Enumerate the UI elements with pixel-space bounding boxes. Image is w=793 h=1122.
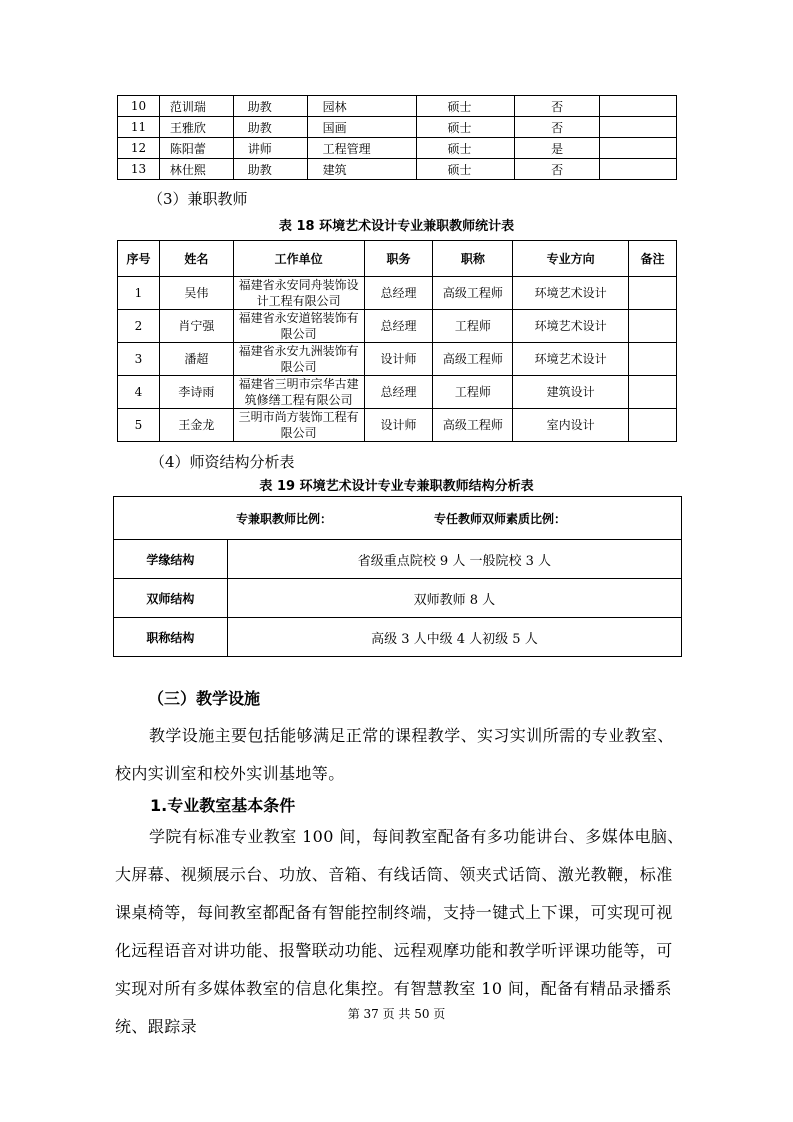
table-row	[118, 343, 677, 376]
column-header: 备注	[629, 241, 677, 277]
table19-caption: 表 19 环境艺术设计专业专兼职教师结构分析表	[259, 479, 534, 494]
table-cell	[629, 376, 677, 409]
table-cell: 环境艺术设计	[513, 310, 629, 343]
page-number: 第 37 页 共 50 页	[347, 1007, 446, 1021]
table-row	[114, 618, 682, 657]
table-cell: 是	[515, 138, 600, 159]
heading-classroom-conditions: 1.专业教室基本条件	[150, 796, 296, 815]
table-cell: 肖宁强	[159, 310, 233, 343]
table-cell: 高级工程师	[433, 343, 513, 376]
table-cell: 否	[515, 117, 600, 138]
table-cell: 12	[118, 138, 160, 159]
table-row	[118, 409, 677, 442]
table-cell: 园林	[307, 96, 417, 117]
section-part-time-teachers: （3）兼职教师	[148, 190, 248, 208]
table-cell: 13	[118, 159, 160, 180]
ratio-dual-qualified-label: 专任教师双师素质比例：	[434, 511, 567, 526]
table-cell: 吴伟	[159, 277, 233, 310]
table-cell	[600, 159, 677, 180]
row-label: 双师结构	[114, 579, 228, 618]
table-cell: 否	[515, 96, 600, 117]
table-cell: 室内设计	[513, 409, 629, 442]
table-cell: 王雅欣	[159, 117, 233, 138]
row-label: 职称结构	[114, 618, 228, 657]
part-time-teachers-table	[117, 240, 677, 442]
table-cell: 潘超	[159, 343, 233, 376]
table-row	[118, 159, 677, 180]
table-cell: 助教	[233, 159, 307, 180]
table-row	[118, 138, 677, 159]
column-header: 职称	[433, 241, 513, 277]
table-cell: 李诗雨	[159, 376, 233, 409]
table-cell: 环境艺术设计	[513, 343, 629, 376]
table-cell	[629, 277, 677, 310]
table-cell: 陈阳蕾	[159, 138, 233, 159]
table-row	[114, 540, 682, 579]
table-cell: 硕士	[417, 159, 515, 180]
table-cell: 王金龙	[159, 409, 233, 442]
section-faculty-structure: （4）师资结构分析表	[150, 453, 295, 471]
table-cell: 2	[118, 310, 160, 343]
structure-header-row	[114, 497, 682, 540]
table-cell: 工程管理	[307, 138, 417, 159]
table-cell: 否	[515, 159, 600, 180]
table-cell: 三明市尚方装饰工程有限公司	[233, 409, 364, 442]
faculty-structure-table	[113, 496, 682, 657]
heading-teaching-facilities: （三）教学设施	[148, 689, 261, 708]
table-cell: 环境艺术设计	[513, 277, 629, 310]
table-header-row	[118, 241, 677, 277]
table-cell	[600, 138, 677, 159]
table-row	[114, 579, 682, 618]
table-cell	[629, 409, 677, 442]
table-cell	[600, 117, 677, 138]
column-header: 姓名	[159, 241, 233, 277]
table-cell: 11	[118, 117, 160, 138]
table-cell: 助教	[233, 117, 307, 138]
table-row	[118, 376, 677, 409]
table-cell: 工程师	[433, 376, 513, 409]
table-cell: 高级工程师	[433, 277, 513, 310]
table-cell: 硕士	[417, 138, 515, 159]
table-cell: 总经理	[364, 310, 433, 343]
table-cell	[629, 343, 677, 376]
paragraph-facilities	[115, 717, 687, 793]
table-cell: 建筑设计	[513, 376, 629, 409]
column-header: 工作单位	[233, 241, 364, 277]
row-value: 双师教师 8 人	[227, 579, 681, 618]
table-row	[118, 310, 677, 343]
table-cell: 福建省三明市宗华古建筑修缮工程有限公司	[233, 376, 364, 409]
row-value: 高级 3 人中级 4 人初级 5 人	[227, 618, 681, 657]
table-cell: 4	[118, 376, 160, 409]
table-cell: 总经理	[364, 277, 433, 310]
table-cell: 国画	[307, 117, 417, 138]
table-row	[118, 277, 677, 310]
table-cell: 硕士	[417, 96, 515, 117]
row-value: 省级重点院校 9 人 一般院校 3 人	[227, 540, 681, 579]
table-cell: 10	[118, 96, 160, 117]
table-cell: 助教	[233, 96, 307, 117]
table-cell: 总经理	[364, 376, 433, 409]
table-cell: 1	[118, 277, 160, 310]
table-cell: 福建省永安同舟装饰设计工程有限公司	[233, 277, 364, 310]
table-cell: 范训瑞	[159, 96, 233, 117]
table-cell: 设计师	[364, 343, 433, 376]
table-cell: 福建省永安道铭装饰有限公司	[233, 310, 364, 343]
table-cell: 5	[118, 409, 160, 442]
table-cell: 3	[118, 343, 160, 376]
table-row	[118, 96, 677, 117]
table-cell: 林仕熙	[159, 159, 233, 180]
table-cell	[600, 96, 677, 117]
column-header: 职务	[364, 241, 433, 277]
column-header: 专业方向	[513, 241, 629, 277]
table18-caption: 表 18 环境艺术设计专业兼职教师统计表	[278, 219, 515, 234]
table-cell: 设计师	[364, 409, 433, 442]
table-cell: 高级工程师	[433, 409, 513, 442]
paragraph-facilities-text: 教学设施主要包括能够满足正常的课程教学、实习实训所需的专业教室、校内实训室和校外实训基地等。	[115, 726, 674, 783]
table-cell: 建筑	[307, 159, 417, 180]
table-cell: 硕士	[417, 117, 515, 138]
row-label: 学缘结构	[114, 540, 228, 579]
faculty-table-continued	[117, 95, 677, 180]
ratio-part-time-label: 专兼职教师比例：	[236, 511, 333, 526]
table-cell: 讲师	[233, 138, 307, 159]
table-cell	[629, 310, 677, 343]
column-header: 序号	[118, 241, 160, 277]
paragraph-classroom-text: 学院有标准专业教室 100 间，每间教室配备有多功能讲台、多媒体电脑、大屏幕、视频展示台、功放、音箱、有线话筒、领夹式话筒、激光教鞭，标准课桌椅等，每间教室都配备有智能控制终端，支持一键式上下课，可实现可视化远程语音对讲功能、报警联动功能、远程观摩功能和教学听评课功能等，可实现对所有多媒体教室的信息化集控。有智慧教室 10 间，配备有精品录播系统、跟踪录	[115, 827, 684, 1036]
table-cell: 福建省永安九洲装饰有限公司	[233, 343, 364, 376]
table-row	[118, 117, 677, 138]
table-cell: 工程师	[433, 310, 513, 343]
